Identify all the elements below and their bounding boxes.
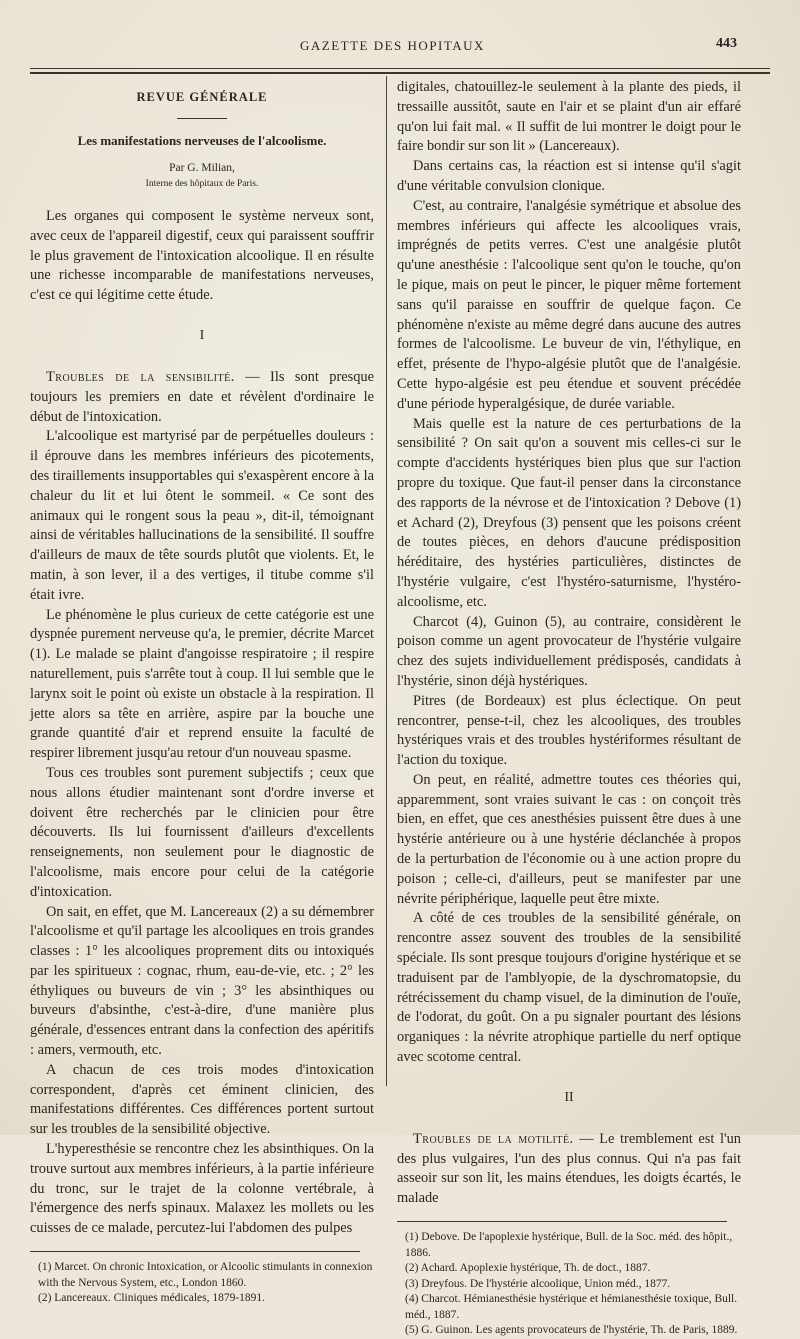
footnote: (4) Charcot. Hémianesthésie hystérique et hémianesthésie toxique, Bull. méd., 1887.	[405, 1293, 738, 1321]
paragraph-text: — Ils sont presque toujours les premiers en date et révèlent d'ordinaire le début de l'intoxication.	[30, 368, 375, 425]
intro-paragraph: Les organes qui composent le système nerveux sont, avec ceux de l'appareil digestif, ceux qui paraissent souffrir le plus gravement de l'intoxication alcoolique. Il en résulte une richesse incomparable de manifestations nerveuses, c'est ce qui légitime cette étude.	[30, 208, 374, 304]
paragraph: Dans certains cas, la réaction est si intense qu'il s'agit d'une véritable convulsion clonique.	[397, 158, 741, 194]
page-number: 443	[716, 36, 737, 51]
left-column	[30, 78, 374, 1307]
footnote: (2) Lancereaux. Cliniques médicales, 1879-1891.	[38, 1292, 266, 1305]
column-divider	[386, 76, 387, 1086]
paragraph: On sait, en effet, que M. Lancereaux (2) a su démembrer l'alcoolisme et qu'il partage les alcooliques en trois grandes classes : 1° les alcooliques proprement dits ou intoxiqués par les spiritueux : cognac, rhum, eau-de-vie, etc. ; 2° les éthyliques ou buveurs de vin ; 3° les absinthiques ou buveurs d'absinthe, c'est-à-dire, d'une manière plus générale, d'essences entrant dans la confection des apéritifs : amers, vermouth, etc.	[30, 903, 374, 1059]
footnotes-right	[397, 1230, 741, 1339]
footnote: (1) Marcet. On chronic Intoxication, or Alcoolic stimulants in connexion with the Nervous System, etc., London 1860.	[38, 1261, 373, 1289]
paragraph: C'est, au contraire, l'analgésie symétrique et absolue des membres inférieurs qui affecte les alcooliques vrais, imprégnés de petits verres. C'est une analgésie plutôt qu'une anesthésie : l'alcoolique sent qu'on le touche, qu'on le pique, mais on peut le pincer, le piquer même fortement sans qu'il paraisse en souffrir de quelque façon. Ce phénomène n'existe au même degré dans aucune des autres formes de l'alcoolisme. Le buveur de vin, l'éthylique, en effet, présente de l'hypo-algésie plutôt que de l'analgésie. Cette hypo-algésie est peu étendue et souvent précédée d'une période hyperalgésique, de durée variable.	[397, 197, 741, 412]
footnote-rule	[397, 1221, 727, 1222]
title-rule	[177, 118, 227, 119]
footnote: (1) Debove. De l'apoplexie hystérique, Bull. de la Soc. méd. des hôpit., 1886.	[405, 1231, 733, 1259]
paragraph-sensibility	[30, 368, 374, 427]
paragraph-motility	[397, 1130, 741, 1209]
section-title: REVUE GÉNÉRALE	[136, 90, 268, 104]
paragraph: Le phénomène le plus curieux de cette catégorie est une dyspnée purement nerveuse qu'a, le premier, décrite Marcet (1). Le malade se plaint d'angoisse respiratoire ; il respire naturellement, puis s'arrête tout à coup. Il lui semble que le larynx soit le point où existe un obstacle à la respiration. Il jette alors sa tête en arrière, aspire par la bouche une grande quantité d'air et reprend ensuite la faculté de respirer librement jusqu'au retour d'un nouveau spasme.	[30, 606, 374, 762]
footnote: (2) Achard. Apoplexie hystérique, Th. de doct., 1887.	[405, 1262, 651, 1275]
paragraph: A côté de ces troubles de la sensibilité générale, on rencontre assez souvent des troubles de la sensibilité spéciale. Ils sont presque toujours d'origine hystérique et se traduisent par de l'amblyopie, de la dyschromatopsie, du rétrécissement du champ visuel, de la diminution de l'ouïe, de l'odorat, du goût. On a pu signaler pourtant des lésions organiques : la névrite atrophique partielle du nerf optique avec scotome central.	[397, 910, 741, 1066]
right-column	[397, 78, 741, 1339]
paragraph: A chacun de ces trois modes d'intoxication correspondent, d'après cet éminent clinicien, des manifestations différentes. Ces différences portent surtout sur les troubles de la sensibilité objective.	[30, 1061, 374, 1138]
section-numeral: II	[564, 1089, 574, 1105]
paragraph: Charcot (4), Guinon (5), au contraire, considèrent le poison comme un agent provocateur de l'hystérie vulgaire chez des sujets individuellement prédisposés, candidats à l'hystérie, sinon déjà hystériques.	[397, 613, 741, 689]
header-rule-thick	[30, 72, 770, 74]
header-rule	[30, 68, 770, 69]
author-byline: Par G. Milian,	[169, 162, 235, 174]
paragraph: L'hyperesthésie se rencontre chez les absinthiques. On la trouve surtout aux membres inférieurs, à la partie inférieure du tronc, sur le trajet de la colonne vertébrale, à l'émergence des nerfs spinaux. Malaxez les mollets ou les cuisses de ce malade, percutez-lui l'abdomen des pulpes	[30, 1141, 374, 1237]
paragraph: Tous ces troubles sont purement subjectifs ; ceux que nous allons étudier maintenant sont d'ordre inverse et doivent être recherchés par le clinicien pour être découverts. Ils lui fournissent d'ailleurs d'excellents renseignements, non seulement pour le diagnostic de l'alcoolisme, mais encore pour celui de la catégorie d'intoxication.	[30, 764, 374, 900]
paragraph: On peut, en réalité, admettre toutes ces théories qui, apparemment, sont vraies suivant le cas : on conçoit très bien, en effet, que ces anesthésies puissent être dues à une hystérie antérieure ou à une hystérie déclanchée à propos de la perturbation de l'économie ou à une action propre du poison ; celle-ci, d'ailleurs, peut se manifester par une névrite périphérique, laquelle peut être mixte.	[397, 771, 741, 907]
running-title: GAZETTE DES HOPITAUX	[300, 38, 485, 53]
footnote: (3) Dreyfous. De l'hystérie alcoolique, Union méd., 1877.	[405, 1277, 671, 1290]
paragraph: Mais quelle est la nature de ces perturbations de la sensibilité ? On sait qu'on a souvent mis celles-ci sur le compte d'accidents hystériques bien plus que sur l'action propre du toxique. Que faut-il penser dans la circonstance des rapports de la névrose et de l'intoxication ? Debove (1) et Achard (2), Dreyfous (3) pensent que les poisons créent de toutes pièces, en dehors d'aucune prédisposition héréditaire, des hystéries particulières, distinctes de l'hystérie vulgaire, c'est l'hystéro-saturnisme, l'hystéro-alcoolisme, etc.	[397, 415, 741, 610]
paragraph-heading: Troubles de la sensibilité.	[46, 368, 235, 385]
section-numeral: I	[199, 327, 205, 343]
author-affiliation: Interne des hôpitaux de Paris.	[145, 179, 259, 189]
paragraph: digitales, chatouillez-le seulement à la plante des pieds, il tressaille aussitôt, saute en l'air et se plaint d'un air effaré qu'on lui fait mal. « Il suffit de lui montrer le doigt pour le faire bondir sur son lit » (Lancereaux).	[397, 79, 741, 155]
paragraph-text: — Le tremblement est l'un des plus vulgaires, l'un des plus connus. Qui n'a pas fait asseoir sur son lit, les mains étendues, les doigts écartés, le malade	[397, 1130, 741, 1207]
paragraph: Pitres (de Bordeaux) est plus éclectique. On peut rencontrer, pense-t-il, chez les alcooliques, des troubles hystériques vrais et des troubles hystériformes résultant de l'action du toxique.	[397, 692, 741, 769]
article-title: Les manifestations nerveuses de l'alcoolisme.	[77, 133, 327, 148]
paragraph-heading: Troubles de la motilité.	[413, 1130, 574, 1147]
paragraph: L'alcoolique est martyrisé par de perpétuelles douleurs : il éprouve dans les membres inférieurs des picotements, des tiraillements insupportables qui s'exaspèrent encore à la chaleur du lit et lui ôtent le sommeil. « Ce sont des animaux qui le rongent sous la peau », dit-il, témoignant ainsi de véritables hallucinations de la sensibilité. Il souffre d'ailleurs de maux de tête sourds plutôt que violents. Et, le matin, à son lever, il a des vertiges, il titube comme s'il était ivre.	[30, 428, 374, 603]
footnotes-left	[30, 1260, 374, 1307]
footnote-rule	[30, 1251, 360, 1252]
running-head	[0, 38, 800, 58]
footnote: (5) G. Guinon. Les agents provocateurs de l'hystérie, Th. de Paris, 1889.	[405, 1324, 738, 1337]
